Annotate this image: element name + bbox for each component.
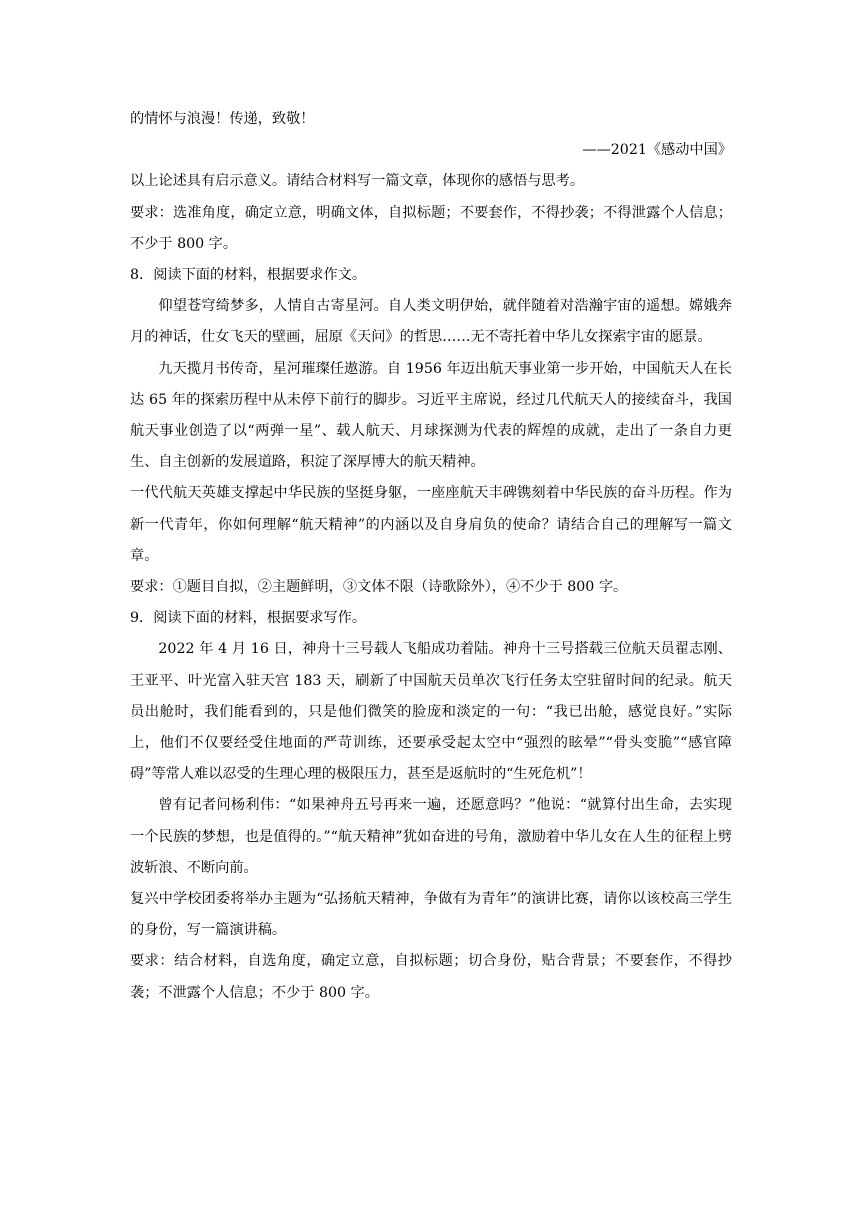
- q8-heading: 8．阅读下面的材料，根据要求作文。: [130, 267, 367, 284]
- q8-material-paragraph-2: 九天揽月书传奇，星河璀璨任遨游。自 1956 年迈出航天事业第一步开始，中国航天人在长达 65 年的探索历程中从未停下前行的脚步。习近平主席说，经过几代航天人的接续奋斗，我国航天事业创造了以“两弹一星”、载人航天、月球探测为代表的辉煌的成就，走出了一条自力更生、自主创新的发展道路，积淀了深厚博大的航天精神。: [130, 360, 732, 471]
- q7-requirement: 要求：选准角度，确定立意，明确文体，自拟标题；不要套作，不得抄袭；不得泄露个人信息；不少于 800 字。: [130, 204, 732, 252]
- q7-prompt: 以上论述具有启示意义。请结合材料写一篇文章，体现你的感悟与思考。: [130, 173, 585, 190]
- q9-material-paragraph-2: 曾有记者问杨利伟：“如果神舟五号再来一遍，还愿意吗？”他说：“就算付出生命，去实现一个民族的梦想，也是值得的。”“航天精神”犹如奋进的号角，激励着中华儿女在人生的征程上劈波斩浪、不断向前。: [130, 797, 732, 876]
- q7-source: ——2021《感动中国》: [582, 142, 732, 159]
- q8-material-paragraph-1: 仰望苍穹绮梦多，人情自古寄星河。自人类文明伊始，就伴随着对浩瀚宇宙的遥想。嫦娥奔月的神话，仕女飞天的壁画，屈原《天问》的哲思……无不寄托着中华儿女探索宇宙的愿景。: [130, 298, 732, 346]
- q8-requirement: 要求：①题目自拟，②主题鲜明，③文体不限（诗歌除外），④不少于 800 字。: [130, 579, 628, 596]
- q9-material-paragraph-1: 2022 年 4 月 16 日，神舟十三号载人飞船成功着陆。神舟十三号搭载三位航天员翟志刚、王亚平、叶光富入驻天宫 183 天，刷新了中国航天员单次飞行任务太空驻留时间的纪录。航天员出舱时，我们能看到的，只是他们微笑的脸庞和淡定的一句：“我已出舱，感觉良好。”实际上，他们不仅要经受住地面的严苛训练，还要承受起太空中“强烈的眩晕”“骨头变脆”“感官障碍”等常人难以忍受的生理心理的极限压力，甚至是返航时的“生死危机”！: [130, 641, 732, 783]
- q9-requirement: 要求：结合材料，自选角度，确定立意，自拟标题；切合身份，贴合背景；不要套作，不得抄袭；不泄露个人信息；不少于 800 字。: [130, 953, 732, 1001]
- q8-prompt: 一代代航天英雄支撑起中华民族的坚挺身躯，一座座航天丰碑镌刻着中华民族的奋斗历程。作为新一代青年，你如何理解“航天精神”的内涵以及自身肩负的使命？请结合自己的理解写一篇文章。: [130, 485, 732, 564]
- q9-prompt: 复兴中学校团委将举办主题为“弘扬航天精神，争做有为青年”的演讲比赛，请你以该校高三学生的身份，写一篇演讲稿。: [130, 891, 732, 939]
- q7-text-tail: 的情怀与浪漫！传递，致敬！: [130, 111, 315, 127]
- q9-heading: 9．阅读下面的材料，根据要求写作。: [130, 610, 367, 627]
